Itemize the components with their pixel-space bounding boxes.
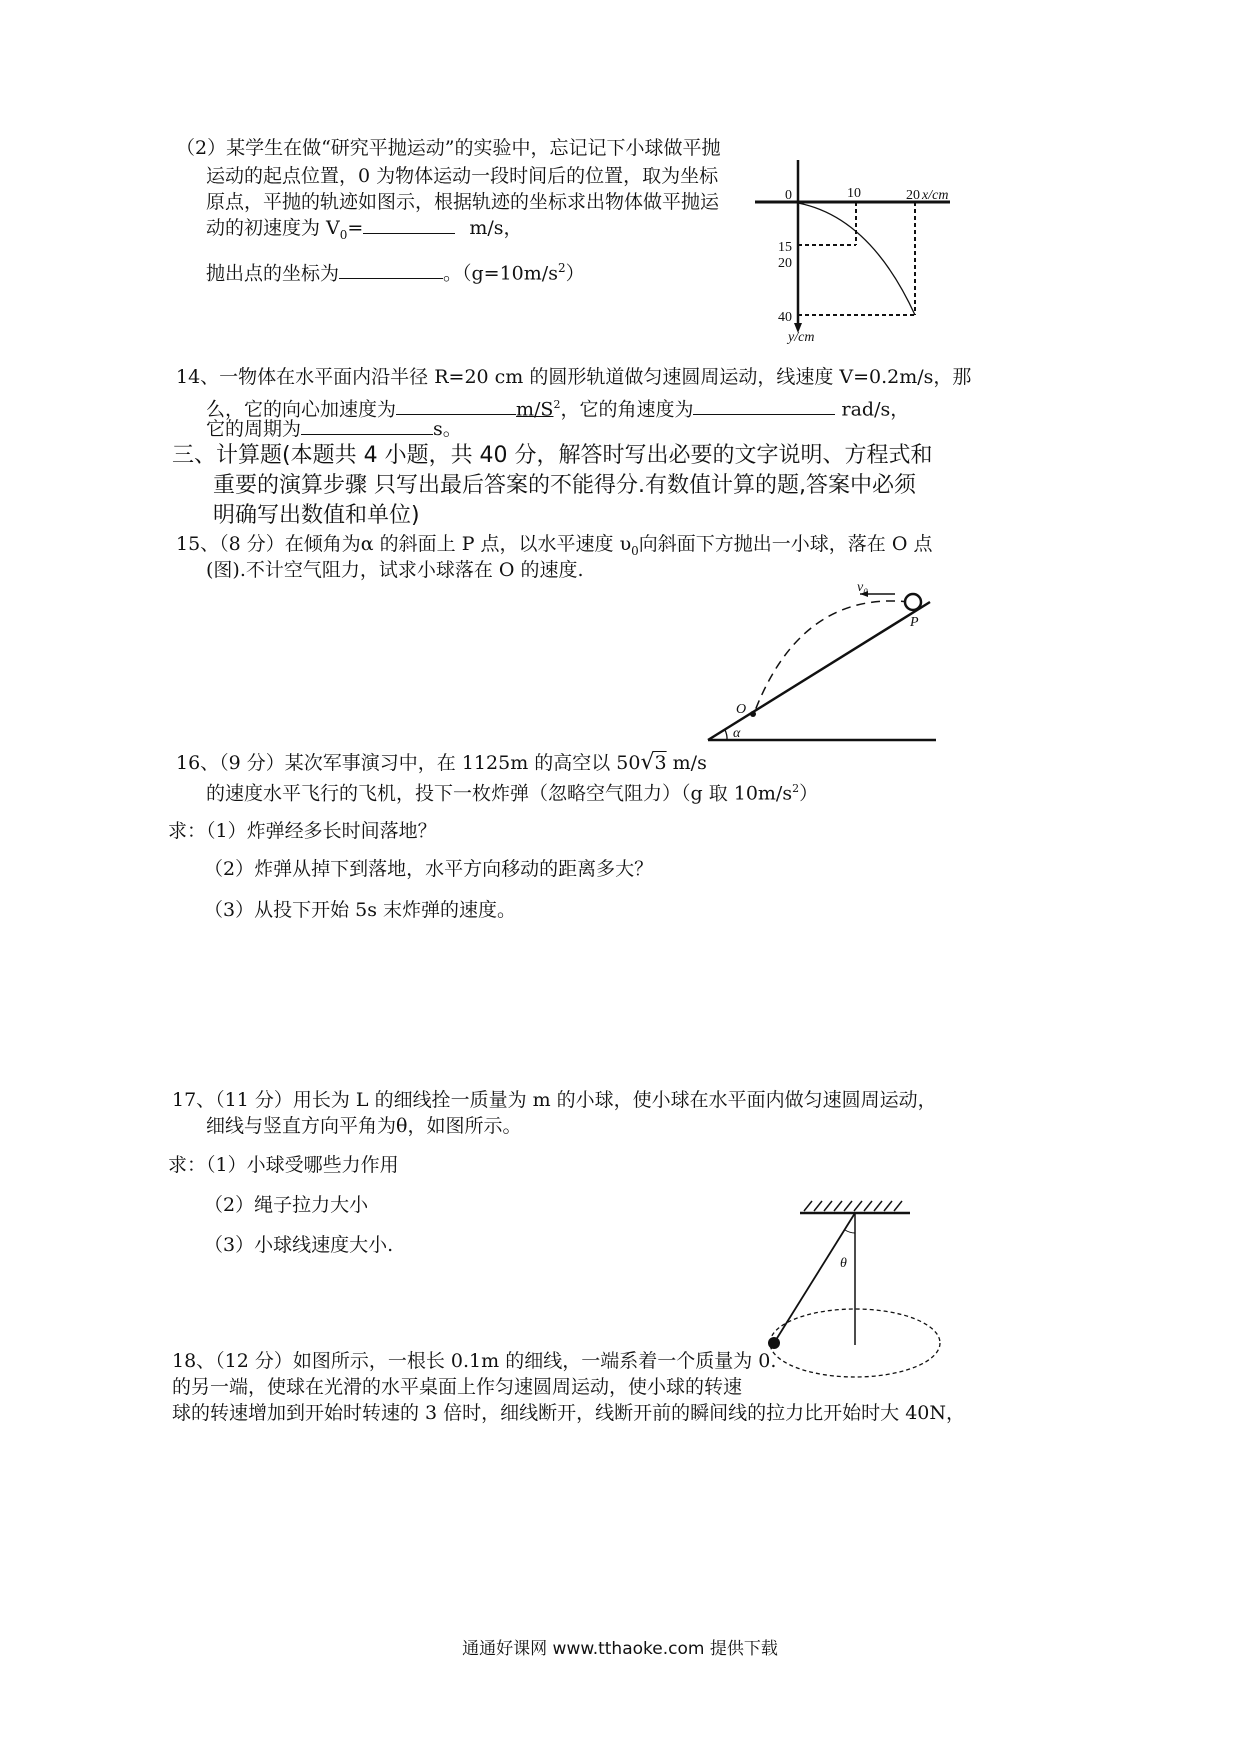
fig13-x10: 10 (847, 186, 861, 201)
section3-line3: 明确写出数值和单位) (213, 503, 420, 528)
q14-period-blank[interactable] (301, 416, 433, 435)
q14-line3 (206, 416, 462, 442)
fig13-y20: 20 (778, 256, 792, 271)
q17-part3: （3）小球线速度大小. (204, 1234, 394, 1256)
q17-line1: 17、（11 分）用长为 L 的细线拴一质量为 m 的小球，使小球在水平面内做匀速圆周运动， (172, 1089, 937, 1111)
q16-line1 (176, 750, 707, 776)
fig15-o: O (736, 702, 747, 717)
fig15-v0: v₀ (857, 580, 869, 595)
q13-coord-blank[interactable] (339, 260, 443, 279)
q13-line3: 原点，平抛的轨迹如图示，根据轨迹的坐标求出物体做平抛运 (206, 191, 720, 213)
fig13-y40: 40 (778, 310, 792, 325)
q14-acc-blank[interactable] (396, 396, 516, 415)
q14-period-unit: s。 (433, 418, 462, 440)
q14-acc-unit: m/S (516, 398, 554, 421)
q15-text-b: 向斜面下方抛出一小球，落在 O 点 (638, 533, 933, 555)
q16-text-b: 的速度水平飞行的飞机，投下一枚炸弹（忽略空气阻力）（g 取 10m/s (206, 782, 793, 805)
q17-ask: 求：（1）小球受哪些力作用 (168, 1154, 399, 1176)
fig17-theta: θ (840, 1256, 847, 1271)
q16-close: ） (799, 782, 819, 805)
q13-g-sup: 2 (557, 261, 566, 275)
q16-ask: 求：（1）炸弹经多长时间落地？ (168, 820, 437, 842)
fig13-origin: 0 (785, 188, 792, 203)
q18-line3: 球的转速增加到开始时转速的 3 倍时，细线断开，线断开前的瞬间线的拉力比开始时大 40N， (172, 1402, 966, 1424)
q14-omega-blank[interactable] (693, 396, 835, 415)
q15-v0-sub: 0 (631, 543, 639, 558)
q16-part2: （2）炸弹从掉下到落地，水平方向移动的距离多大？ (204, 858, 654, 880)
q14-omega-unit: rad/s， (835, 398, 910, 421)
q13-v0-label: 动的初速度为 V (206, 217, 340, 239)
q18-line1: 18、（12 分）如图所示，一根长 0.1m 的细线，一端系着一个质量为 0. (172, 1350, 777, 1372)
q13-v0-blank[interactable] (363, 215, 455, 234)
fig13-xunit: x/cm (922, 188, 949, 203)
q13-coord-label: 抛出点的坐标为 (206, 262, 340, 285)
q13-line5 (206, 255, 585, 286)
q13-line4 (206, 215, 523, 248)
q14-period-label: 它的周期为 (206, 418, 302, 440)
q14-acc-sup: 2 (553, 398, 561, 411)
q16-part3: （3）从投下开始 5s 末炸弹的速度。 (204, 899, 517, 921)
q13-g-close: ） (565, 262, 585, 285)
pendulum-figure (760, 1195, 960, 1380)
page-footer: 通通好课网 www.tthaoke.com 提供下载 (462, 1639, 778, 1659)
q16-sup: 2 (792, 782, 800, 795)
q16-unit: m/s (666, 752, 707, 774)
q17-part2: （2）绳子拉力大小 (204, 1194, 369, 1216)
q15-line2: (图).不计空气阻力，试求小球落在 O 的速度. (206, 559, 584, 581)
incline-figure (700, 580, 950, 750)
q18-line2: 的另一端，使球在光滑的水平桌面上作匀速圆周运动，使小球的转速 (172, 1376, 743, 1398)
q13-eq: = (347, 217, 364, 239)
q15-text-a: 15、（8 分）在倾角为α 的斜面上 P 点，以水平速度 υ (176, 533, 632, 555)
q13-g: 。（g=10m/s (443, 262, 558, 285)
q13-v0-sub: 0 (339, 227, 348, 242)
sqrt-sign: √ (640, 750, 655, 775)
q13-line2: 运动的起点位置，0 为物体运动一段时间后的位置，取为坐标 (206, 165, 719, 187)
section3-line1: 三、计算题(本题共 4 小题，共 40 分，解答时写出必要的文字说明、方程式和 (172, 443, 933, 468)
fig13-yunit: y/cm (788, 330, 815, 345)
fig13-y15: 15 (778, 240, 792, 255)
fig15-alpha: α (733, 726, 741, 741)
fig15-p: P (910, 615, 919, 630)
trajectory-figure (750, 155, 960, 345)
fig13-x20: 20 (906, 188, 920, 203)
q17-line2: 细线与竖直方向平角为θ，如图所示。 (206, 1115, 522, 1137)
section3-line2: 重要的演算步骤 只写出最后答案的不能得分.有数值计算的题,答案中必须 (213, 473, 916, 498)
q14-acc-label: 么，它的向心加速度为 (206, 398, 397, 421)
q16-text-a: 16、（9 分）某次军事演习中，在 1125m 的高空以 50 (176, 752, 641, 774)
q14-line1: 14、一物体在水平面内沿半径 R=20 cm 的圆形轨道做匀速圆周运动，线速度 V=0.2m/s，那 (176, 366, 972, 388)
q13-line1: （2）某学生在做“研究平抛运动”的实验中，忘记记下小球做平抛 (176, 137, 721, 159)
q13-v0-unit: m/s， (469, 217, 523, 239)
q16-root: 3 (654, 752, 667, 774)
q14-omega-label: ，它的角速度为 (560, 398, 694, 421)
q16-line2 (206, 776, 818, 806)
